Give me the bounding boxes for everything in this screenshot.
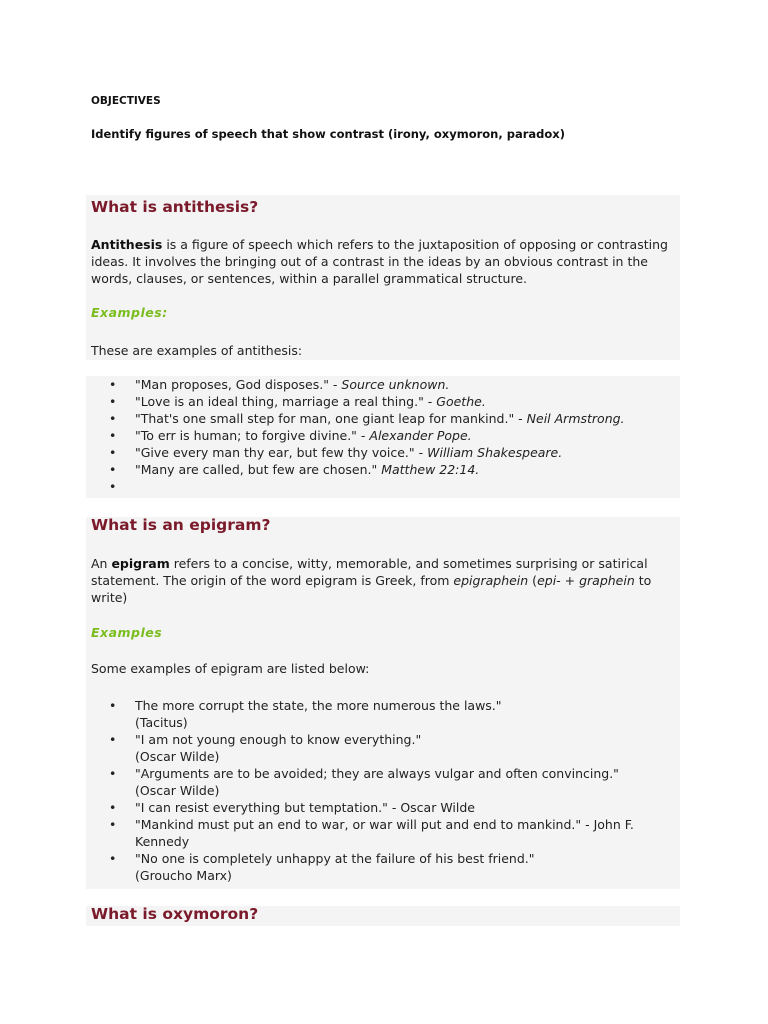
epigram-definition: An epigram refers to a concise, witty, memorable, and sometimes surprising or satirical statement. The origin of the word epigram is Greek, from epigraphein (epi- + graphein to write) — [91, 556, 652, 605]
list-item-empty — [135, 478, 680, 495]
list-item: • "Mankind must put an end to war, or war will put and end to mankind." - John F. Kennedy — [135, 816, 680, 850]
list-item: • "That's one small step for man, one giant leap for mankind." - Neil Armstrong. — [135, 410, 680, 427]
epigram-intro: Some examples of epigram are listed below: — [91, 661, 370, 676]
list-item: • "I can resist everything but temptation." - Oscar Wilde — [135, 799, 680, 816]
antithesis-definition-text: is a figure of speech which refers to the juxtaposition of opposing or contrasting ideas. It involves the bringing out of a contrast in the ideas by an obvious contrast in the words, clauses, or sentences, within a parallel grammatical structure. — [91, 237, 668, 286]
objectives-heading: OBJECTIVES — [91, 95, 161, 107]
objectives-text: Identify figures of speech that show contrast (irony, oxymoron, paradox) — [91, 127, 565, 141]
list-item: • "Man proposes, God disposes." - Source unknown. — [135, 376, 680, 393]
antithesis-definition — [91, 236, 675, 287]
antithesis-examples-label: Examples: — [91, 305, 168, 320]
antithesis-examples-list — [91, 376, 680, 495]
epigram-examples-list — [91, 697, 680, 884]
list-item: • "Arguments are to be avoided; they are always vulgar and often convincing." (Oscar Wilde) — [135, 765, 680, 799]
antithesis-term: Antithesis — [91, 237, 163, 252]
epigram-examples-label: Examples — [91, 625, 163, 640]
epigram-term: epigram — [111, 556, 170, 571]
oxymoron-heading: What is oxymoron? — [91, 905, 259, 923]
list-item: • "Give every man thy ear, but few thy voice." - William Shakespeare. — [135, 444, 680, 461]
list-item: • "No one is completely unhappy at the failure of his best friend." (Groucho Marx) — [135, 850, 680, 884]
list-item: • The more corrupt the state, the more numerous the laws." (Tacitus) — [135, 697, 680, 731]
epigram-heading: What is an epigram? — [91, 516, 271, 534]
list-item: • "Many are called, but few are chosen." Matthew 22:14. — [135, 461, 680, 478]
antithesis-heading: What is antithesis? — [91, 198, 259, 216]
list-item: • "I am not young enough to know everything." (Oscar Wilde) — [135, 731, 680, 765]
list-item: • "To err is human; to forgive divine." - Alexander Pope. — [135, 427, 680, 444]
list-item: • "Love is an ideal thing, marriage a real thing." - Goethe. — [135, 393, 680, 410]
antithesis-intro: These are examples of antithesis: — [91, 343, 303, 358]
